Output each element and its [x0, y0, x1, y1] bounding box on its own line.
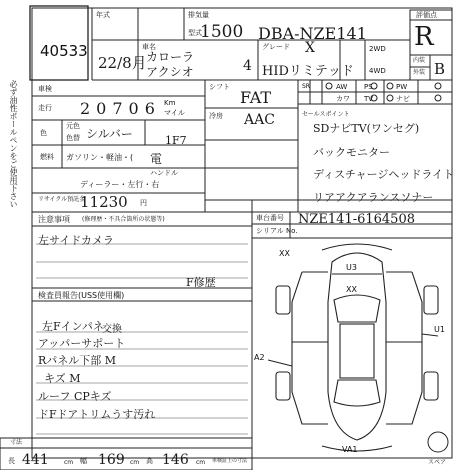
- fuel-other: 電: [150, 152, 163, 166]
- color-code: 1F7: [165, 134, 187, 147]
- equipment-aw: AW: [336, 83, 348, 91]
- recycle-yen: 円: [140, 199, 147, 207]
- width-label: 幅: [80, 457, 87, 465]
- chassis-label: 車台番号: [256, 214, 284, 222]
- report-label: 検査員報告(USS使用欄): [38, 291, 125, 300]
- model: DBA-NZE141: [258, 24, 367, 43]
- length-label: 長: [8, 457, 15, 465]
- handle-options: ディーラー・左行・右: [80, 180, 160, 189]
- color-change-label: 色替: [66, 134, 80, 142]
- remarks-text1: 左サイドカメラ: [38, 234, 114, 247]
- report-side-note: 交換: [102, 324, 122, 335]
- spare-label: スペア: [428, 459, 447, 466]
- mileage-unit-km: Km: [164, 99, 176, 107]
- equipment-leather: カワ: [336, 95, 350, 103]
- remarks-label: 注意事項: [38, 215, 70, 224]
- car-name-label: 車名: [142, 43, 156, 51]
- sales-point-4: リアアクアランスソナー: [313, 191, 434, 204]
- displacement: 1500: [200, 22, 244, 42]
- dimensions-label: 寸法: [10, 439, 23, 446]
- serial-label: シリアル No.: [256, 227, 298, 235]
- side-instruction: 必ず油性ボールペンをご使用下さい: [9, 80, 18, 208]
- length-unit: cm: [64, 459, 74, 466]
- recycle-label: リサイクル預託金: [38, 196, 86, 203]
- color-original-label: 元色: [66, 122, 80, 130]
- sales-point-3: ディスチャージヘッドライト: [313, 168, 455, 181]
- width-value: 169: [98, 452, 125, 468]
- evaluation-score: R: [414, 22, 434, 52]
- diagram-rear: VA1: [342, 445, 358, 454]
- interior-grade: B: [434, 60, 446, 78]
- chassis-number: NZE141-6164508: [298, 212, 415, 227]
- mileage-value: 20706: [80, 99, 161, 118]
- equipment-tv: TV: [364, 95, 374, 103]
- drive-4wd: 4WD: [369, 67, 386, 75]
- report-line-3: Rパネル下部 M: [38, 354, 117, 367]
- diagram-hood: U3: [346, 263, 357, 272]
- shift-value: FAT: [240, 88, 272, 107]
- doors: 4: [243, 58, 252, 74]
- car-name-line1: カローラ: [146, 50, 195, 64]
- report-line-6: ドFドアトリムうす汚れ: [38, 408, 156, 421]
- fuel-options: ガソリン・軽油・(: [66, 153, 134, 162]
- mileage-unit-mile: マイル: [164, 109, 185, 117]
- remarks-note: (修理歴・不具合箇所の状態等): [82, 216, 165, 223]
- handle-label: ハンドル: [150, 169, 178, 177]
- recycle-amount: 11230: [80, 193, 128, 211]
- report-line-5: ルーフ CPキズ: [38, 390, 112, 403]
- lot-number: 40533: [40, 42, 88, 60]
- sales-point-1: SDナビTV(ワンセグ): [313, 122, 420, 135]
- car-damage-diagram: [254, 242, 452, 457]
- shaken-label: 車検: [38, 85, 52, 93]
- sales-points-label: セールスポイント: [302, 111, 350, 118]
- interior-label: 内装: [413, 57, 426, 64]
- color-label: 色: [40, 129, 47, 137]
- diagram-front-left: XX: [279, 249, 290, 258]
- equipment-navi: ナビ: [396, 95, 410, 103]
- evaluation-label: 評価点: [416, 11, 437, 19]
- year-label: 年式: [96, 11, 110, 19]
- equipment-circles: [298, 80, 452, 104]
- drive-2wd: 2WD: [369, 45, 386, 53]
- height-unit: cm: [196, 459, 206, 466]
- car-name-line2: アクシオ: [146, 65, 194, 79]
- width-unit: cm: [130, 459, 140, 466]
- fuel-label: 燃料: [40, 153, 54, 161]
- equipment-sr: SR: [302, 83, 310, 90]
- height-value: 146: [162, 452, 189, 468]
- equipment-pw: PW: [396, 83, 408, 91]
- equipment-ps: PS: [364, 83, 373, 91]
- ac-value: AAC: [244, 112, 275, 128]
- color-value: シルバー: [86, 127, 133, 141]
- mileage-label: 走行: [38, 104, 52, 112]
- length-value: 441: [22, 452, 49, 468]
- remarks-text2: F修歴: [186, 276, 216, 289]
- grade: X: [305, 40, 315, 56]
- sales-point-2: バックモニター: [313, 146, 390, 159]
- height-label: 高: [146, 457, 153, 465]
- ac-label: 冷房: [209, 112, 223, 120]
- diagram-right-side: U1: [434, 325, 445, 334]
- report-line-4: キズ M: [44, 372, 81, 385]
- grade-label: グレード: [262, 43, 290, 51]
- report-line-1: 左Fインパネ: [42, 320, 104, 333]
- dimensions-legend: 車検証上の寸法: [212, 458, 248, 464]
- grade-detail: HIDリミテッド: [262, 64, 354, 79]
- diagram-hood-marks: XX: [346, 285, 357, 294]
- displacement-label: 排気量: [188, 11, 209, 19]
- model-label: 型式: [188, 29, 202, 37]
- report-line-2: アッパーサポート: [38, 337, 126, 350]
- spare-tire-icon: [424, 430, 452, 458]
- diagram-left-side: A2: [254, 353, 265, 362]
- exterior-label: 外装: [413, 69, 426, 76]
- shift-label: シフト: [209, 83, 230, 91]
- first-registration: 22/8月: [98, 54, 147, 72]
